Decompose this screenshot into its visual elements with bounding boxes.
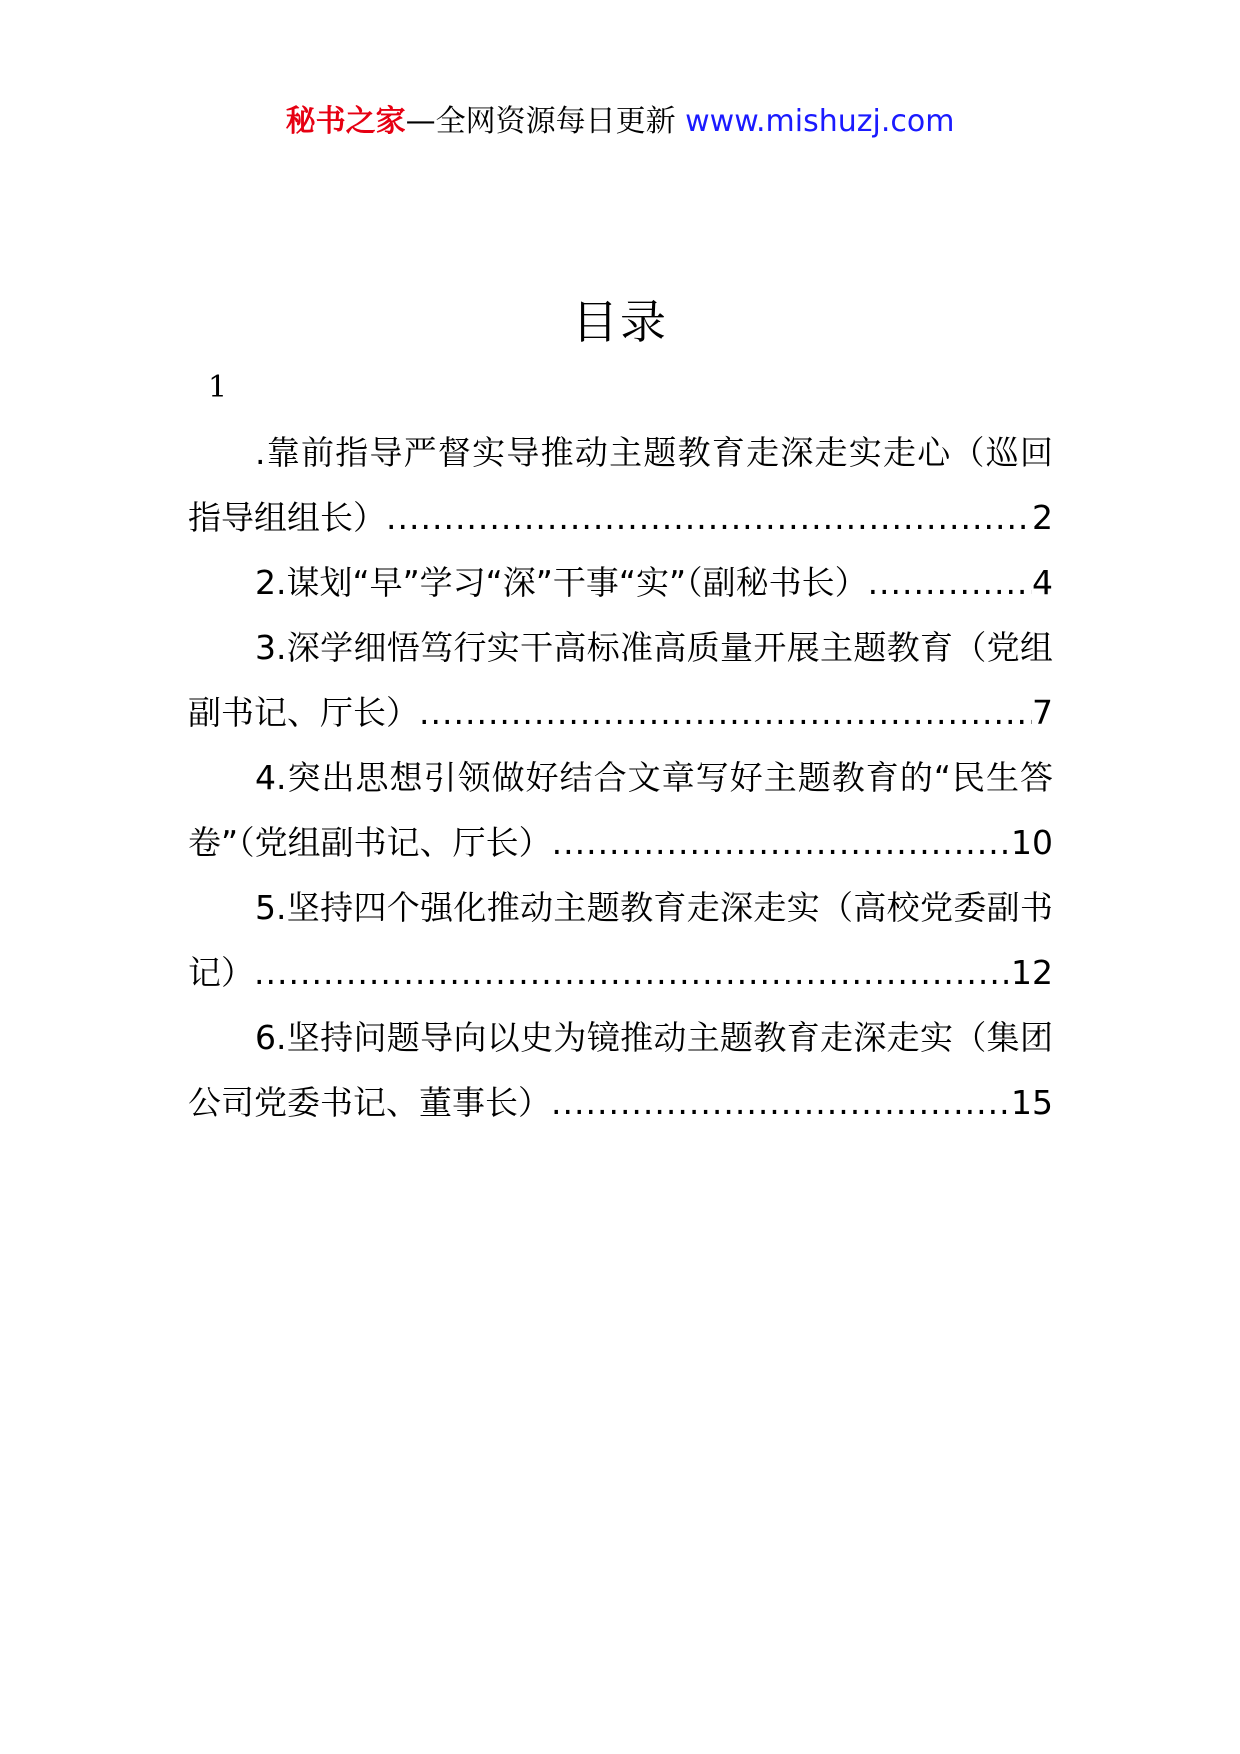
toc-entry-title: 2.谋划“早”学习“深”干事“实”（副秘书长） (255, 563, 868, 602)
toc-title: 目录 (572, 295, 668, 349)
table-of-contents (188, 420, 1053, 1135)
toc-entry-title-cont: 指导组组长） (188, 498, 386, 537)
toc-entry-3[interactable] (188, 615, 1053, 745)
toc-page-number: 4 (1032, 563, 1053, 602)
dot-leader (551, 1070, 1011, 1135)
dot-leader (868, 550, 1032, 615)
toc-entry-5[interactable] (188, 875, 1053, 1005)
toc-entry-leader (188, 1070, 1053, 1135)
toc-page-number: 15 (1011, 1083, 1053, 1122)
dot-leader (552, 810, 1011, 875)
header-banner (0, 102, 1240, 142)
toc-entry-title: 5.坚持四个强化推动主题教育走深走实（高校党委副书 (255, 888, 1053, 927)
toc-entry-leader (188, 940, 1053, 1005)
toc-entry-leader (188, 485, 1053, 550)
toc-index-number: 1 (208, 370, 228, 405)
toc-entry-title-cont: 记） (188, 953, 254, 992)
dot-leader (386, 485, 1032, 550)
toc-entry-title: .靠前指导严督实导推动主题教育走深走实走心（巡回 (255, 433, 1053, 472)
toc-entry-leader (188, 680, 1053, 745)
toc-entry-1[interactable] (188, 420, 1053, 550)
toc-entry-title-cont: 卷”（党组副书记、厅长） (188, 823, 552, 862)
dot-leader (419, 680, 1032, 745)
toc-page-number: 12 (1011, 953, 1053, 992)
toc-entry-title: 4.突出思想引领做好结合文章写好主题教育的“民生答 (255, 758, 1053, 797)
toc-entry-leader (188, 550, 1053, 615)
toc-page-number: 2 (1032, 498, 1053, 537)
header-tagline: —全网资源每日更新 (405, 104, 686, 139)
brand-name: 秘书之家 (285, 104, 406, 139)
toc-entry-title: 6.坚持问题导向以史为镜推动主题教育走深走实（集团 (255, 1018, 1053, 1057)
toc-entry-4[interactable] (188, 745, 1053, 875)
site-url-link[interactable]: www.mishuzj.com (685, 104, 955, 139)
toc-entry-title-cont: 副书记、厅长） (188, 693, 419, 732)
toc-page-number: 7 (1032, 693, 1053, 732)
toc-entry-6[interactable] (188, 1005, 1053, 1135)
toc-entry-title: 3.深学细悟笃行实干高标准高质量开展主题教育（党组 (255, 628, 1053, 667)
dot-leader (254, 940, 1011, 1005)
toc-page-number: 10 (1011, 823, 1053, 862)
toc-entry-2[interactable] (188, 550, 1053, 615)
toc-entry-title-cont: 公司党委书记、董事长） (188, 1083, 551, 1122)
toc-entry-leader (188, 810, 1053, 875)
